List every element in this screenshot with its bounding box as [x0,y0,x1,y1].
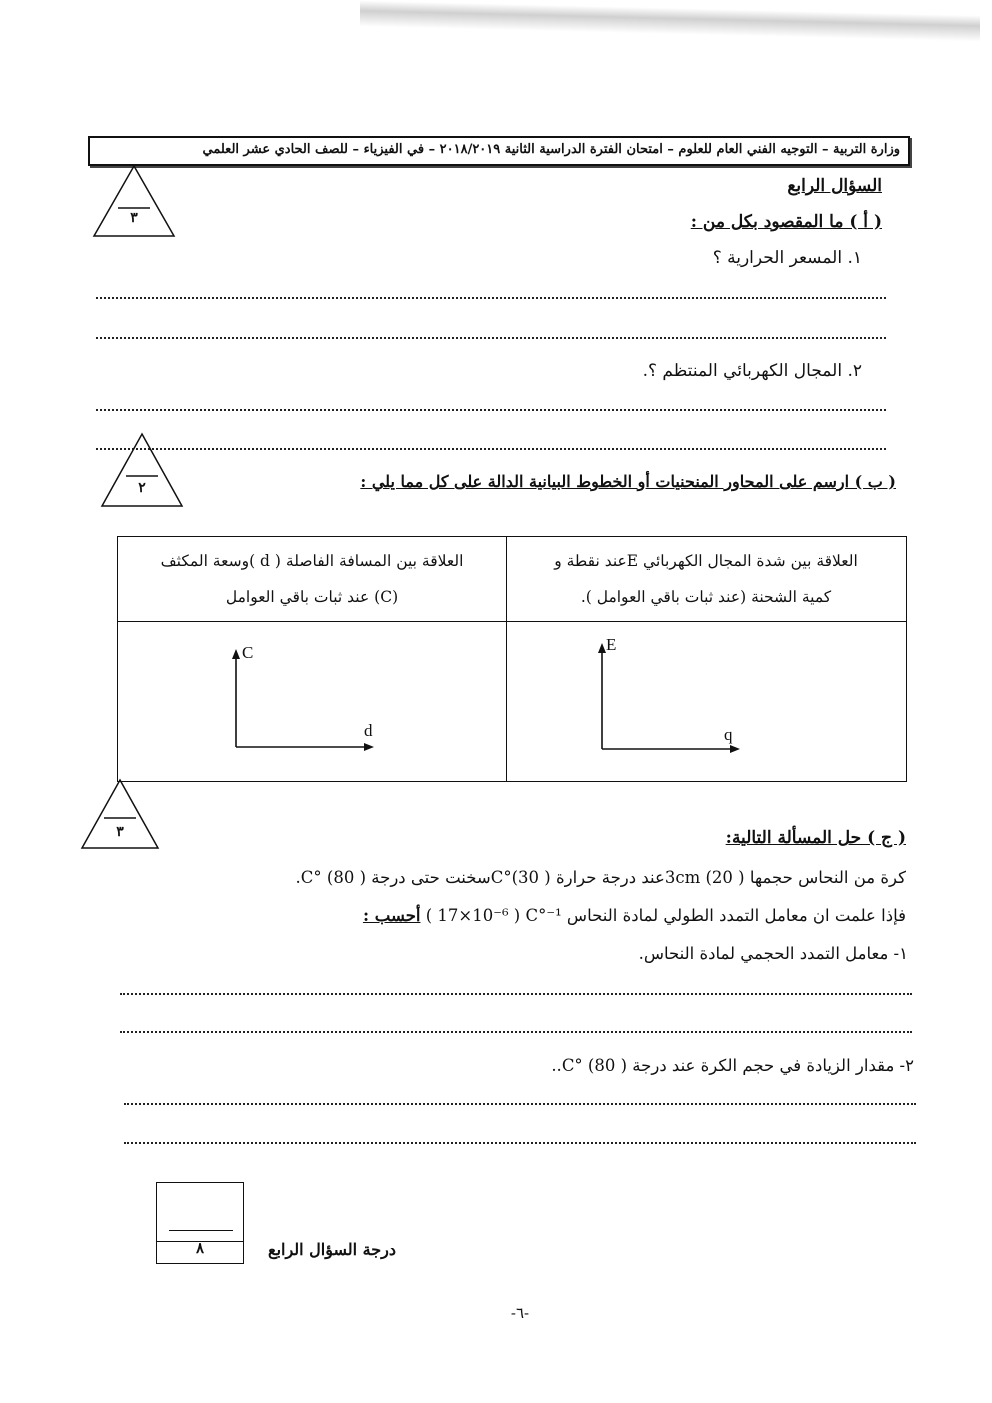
part-a-item-2: ٢. المجال الكهربائي المنتظم ؟. [642,361,862,381]
total-score-box [156,1182,244,1264]
exam-header [88,136,910,166]
right-cell-line-1: العلاقة بين شدة المجال الكهربائي Eعند نقطة و [554,552,858,570]
left-graph-x-label: d [364,721,373,740]
mark-b-value: ٢ [138,480,146,496]
right-graph-y-label: E [606,635,617,654]
mark-triangle-b [100,432,184,508]
part-c-item-1: ١- معامل التمدد الحجمي لمادة النحاس. [638,944,908,963]
answer-line [96,448,886,450]
answer-line [124,1142,916,1144]
left-graph-axes [226,647,376,757]
right-cell-line-2: كمية الشحنة (عند ثبات باقي العوامل ). [580,588,832,606]
header-text: وزارة التربية – التوجيه الفني العام للعلوم – امتحان الفترة الدراسية الثانية ٢٠١٨/٢٠١٩ – في الفيزياء – للصف الحادي عشر العلمي [202,142,900,157]
part-c-label: ( ج ) حل المسألة التالية: [725,828,906,848]
mark-c-value: ٣ [116,824,124,840]
left-cell-line-1: العلاقة بين المسافة الفاصلة ( d )وسعة المكثف [160,552,464,570]
right-graph-axes [592,641,742,757]
answer-line [96,409,886,411]
total-score-label: درجة السؤال الرابع [268,1240,396,1259]
calculate-label: أحسب : [362,906,421,925]
answer-line [120,993,912,995]
right-cell-text [510,543,902,615]
answer-line [96,297,886,299]
problem-line-2-text: فإذا علمت ان معامل التمدد الطولي لمادة النحاس [561,906,906,925]
left-graph-y-label: C [242,643,254,662]
left-cell-text [122,543,502,615]
page-number: -٦- [510,1304,530,1322]
problem-line-2 [363,906,906,925]
left-cell-line-2: (C) عند ثبات باقي العوامل [225,588,399,606]
part-a-item-1: ١. المسعر الحرارية ؟ [712,248,862,268]
right-graph-x-label: q [724,725,733,744]
answer-line [120,1031,912,1033]
scan-edge-shadow [360,0,980,41]
answer-line [96,337,886,339]
expansion-coefficient: ( 17×10⁻⁶ ) C°⁻¹ [425,906,562,925]
total-score-value: ٨ [195,1239,205,1257]
part-b-label: ( ب ) ارسم على المحاور المنحنيات أو الخطوط البيانية الدالة على كل مما يلي : [360,472,896,491]
problem-line-1: كرة من النحاس حجمها 3cm (20 )عند درجة حرارة C°(30 )سخنت حتى درجة C° (80 ). [295,868,906,887]
graph-table [117,536,907,782]
answer-line [124,1103,916,1105]
part-c-item-2: ٢- مقدار الزيادة في حجم الكرة عند درجة C° (80 ).. [551,1056,914,1075]
part-a-label: ( أ ) ما المقصود بكل من : [690,212,882,232]
mark-a-value: ٣ [130,210,138,226]
question-title: السؤال الرابع [787,176,882,196]
mark-triangle-a [92,164,176,238]
